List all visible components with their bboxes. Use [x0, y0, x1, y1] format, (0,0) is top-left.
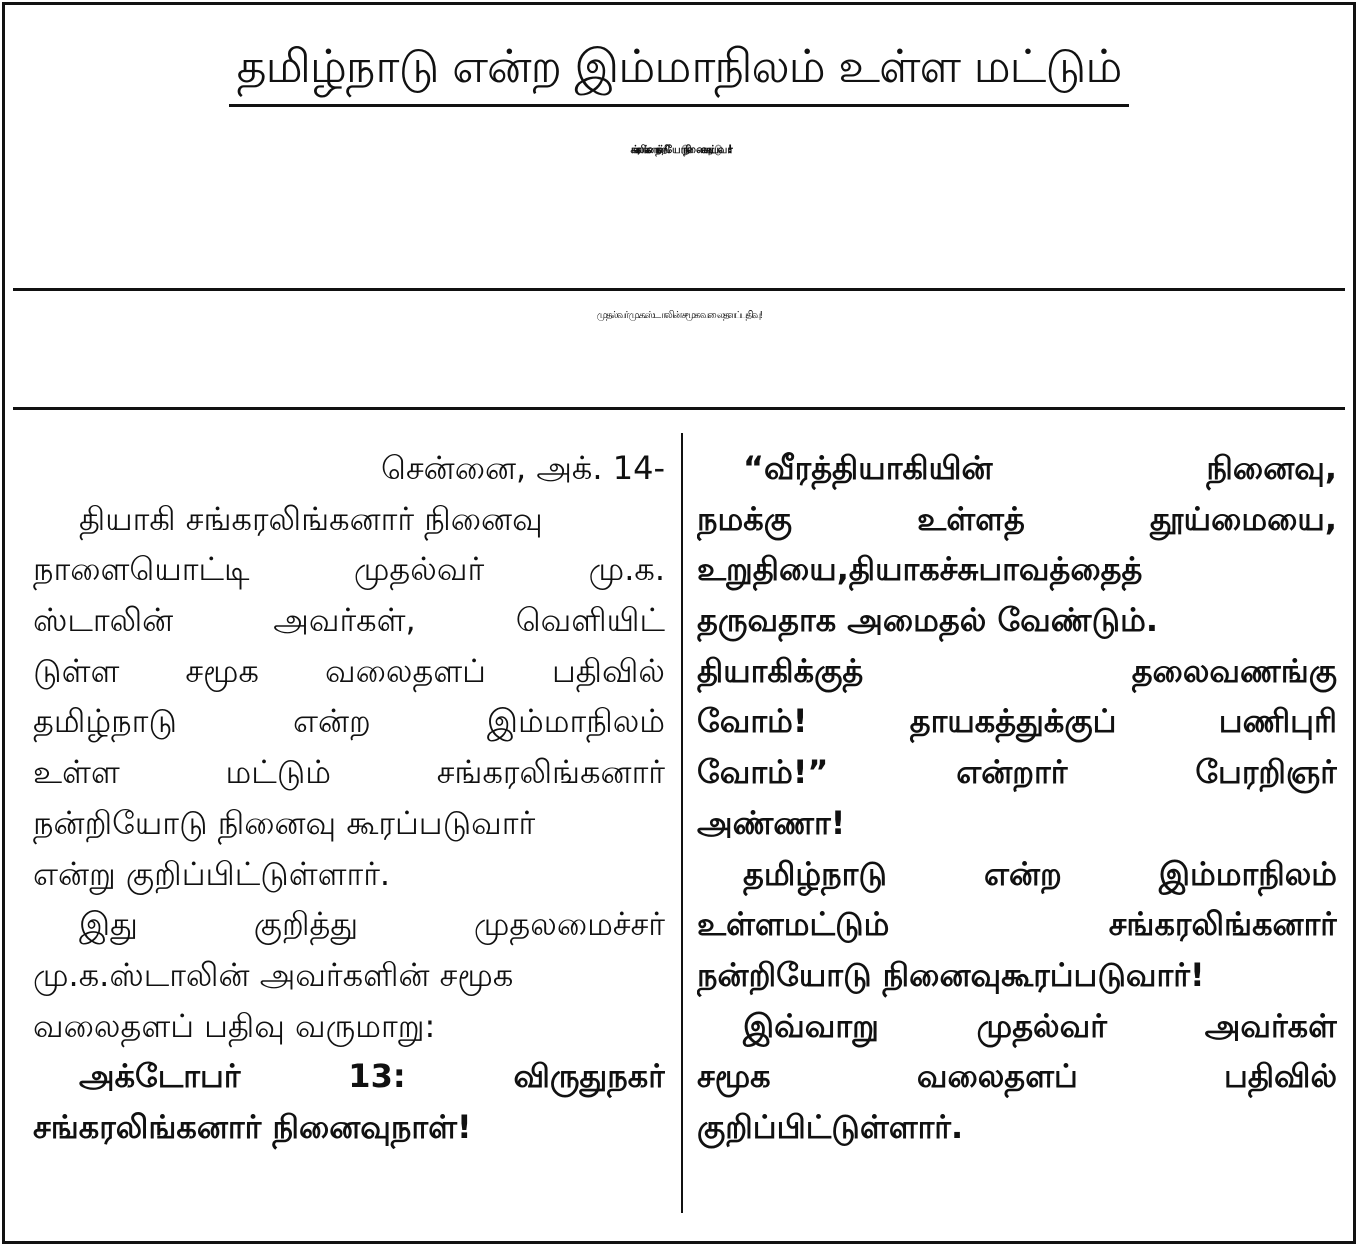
word: அண்ணா!	[697, 803, 846, 842]
word: உள்ள	[33, 753, 120, 792]
right-body	[697, 443, 1337, 1153]
word: உள்ளமட்டும்	[697, 905, 890, 944]
text-line	[33, 849, 665, 900]
word: இம்மாநிலம்	[1158, 854, 1337, 893]
word: தருவதாக அமைதல் வேண்டும்.	[697, 601, 1158, 640]
word: குறித்து	[253, 905, 359, 944]
word: மட்டும்	[225, 753, 331, 792]
left-body	[33, 494, 665, 1052]
word: நமக்கு	[697, 499, 792, 538]
text-line	[33, 1051, 665, 1102]
kicker-wrap	[5, 39, 1353, 107]
text-line	[33, 696, 665, 747]
word: குறிப்பிட்டுள்ளார்.	[697, 1107, 964, 1146]
text-line	[697, 696, 1337, 747]
text-line	[697, 1051, 1337, 1102]
text-line	[697, 747, 1337, 798]
word: வலைதளப்	[916, 1057, 1078, 1096]
word: விருதுநகர்	[513, 1057, 665, 1096]
word: சங்கரலிங்கனார்	[1108, 905, 1337, 944]
word: நினைவு,	[1206, 449, 1337, 487]
word: என்ற	[983, 854, 1062, 893]
word: வெளியிட்	[515, 601, 665, 640]
word: முதலமைச்சர்	[473, 905, 665, 944]
word: பணிபுரி	[1218, 702, 1337, 741]
word: சமூக	[697, 1057, 771, 1096]
subhead: முதல்வர் மு.க.ஸ்டாலின் சமூக வலைதளப்பதிவு!	[596, 310, 762, 321]
word: நன்றியோடு நினைவு கூரப்படுவார்	[33, 803, 536, 842]
word: அவர்கள்,	[273, 601, 416, 640]
text-line	[697, 443, 1337, 494]
word: பேரறிஞர்	[1195, 753, 1337, 792]
word: நாளையொட்டி	[33, 550, 250, 589]
text-line	[697, 950, 1337, 1001]
word: முதல்வர்	[353, 550, 485, 589]
word: தியாகிக்குத்	[697, 651, 864, 690]
headline: சங்கரலிங்கனார் நன்றியோடு நினைவு கூரப்படுவார்!	[630, 144, 728, 157]
text-line	[33, 1001, 665, 1052]
word: தூய்மையை,	[1149, 499, 1337, 538]
word: வோம்!	[697, 702, 808, 741]
text-line	[697, 544, 1337, 595]
left-column	[33, 443, 665, 1153]
word: தலைவணங்கு	[1131, 651, 1337, 690]
word: என்றார்	[956, 753, 1068, 792]
text-line	[697, 899, 1337, 950]
word: பதிவில்	[551, 651, 665, 690]
word: என்ற	[292, 702, 371, 741]
text-line	[33, 595, 665, 646]
word: மு.க.	[588, 550, 665, 589]
word: டுள்ள	[33, 651, 120, 690]
text-line	[33, 899, 665, 950]
word: தமிழ்நாடு	[743, 854, 887, 893]
divider-rule	[13, 407, 1345, 410]
text-line	[697, 1001, 1337, 1052]
word: தமிழ்நாடு	[33, 702, 177, 741]
word: அக்டோபர்	[79, 1057, 241, 1096]
word: என்று குறிப்பிட்டுள்ளார்.	[33, 854, 391, 893]
word: இது	[79, 905, 138, 944]
word: தாயகத்துக்குப்	[909, 702, 1117, 741]
text-line	[697, 494, 1337, 545]
left-bold-body	[33, 1051, 665, 1152]
word: 13:	[348, 1057, 406, 1096]
divider-rule	[13, 288, 1345, 291]
text-line	[33, 798, 665, 849]
text-line	[697, 646, 1337, 697]
word: சங்கரலிங்கனார் நினைவுநாள்!	[33, 1107, 472, 1146]
text-line	[697, 798, 1337, 849]
news-clipping	[2, 2, 1356, 1244]
word: நன்றியோடு நினைவுகூரப்படுவார்!	[697, 955, 1205, 994]
word: வோம்!”	[697, 753, 829, 792]
text-line	[697, 595, 1337, 646]
word: உள்ளத்	[917, 499, 1025, 538]
text-line	[33, 646, 665, 697]
text-line	[33, 1102, 665, 1153]
word: இம்மாநிலம்	[486, 702, 665, 741]
word: சமூக	[185, 651, 259, 690]
text-line	[33, 950, 665, 1001]
column-divider	[681, 433, 683, 1213]
dateline-line	[33, 443, 665, 494]
text-line	[697, 1102, 1337, 1153]
word: மு.க.ஸ்டாலின் அவர்களின் சமூக	[33, 955, 514, 994]
word: ஸ்டாலின்	[33, 601, 174, 640]
word: முதல்வர்	[976, 1006, 1107, 1045]
word: “வீரத்தியாகியின்	[743, 449, 993, 487]
right-column	[697, 443, 1337, 1153]
text-line	[697, 849, 1337, 900]
word: அவர்கள்	[1204, 1006, 1337, 1045]
text-line	[33, 747, 665, 798]
word: வலைதளப்	[324, 651, 486, 690]
word: வலைதளப் பதிவு வருமாறு:	[33, 1006, 436, 1045]
word: உறுதியை,தியாகச்சுபாவத்தைத்	[697, 550, 1143, 589]
text-line	[33, 544, 665, 595]
word: தியாகி சங்கரலிங்கனார் நினைவு	[79, 499, 543, 538]
kicker: தமிழ்நாடு என்ற இம்மாநிலம் உள்ள மட்டும்	[229, 39, 1130, 107]
dateline: சென்னை, அக். 14-	[381, 449, 665, 487]
word: சங்கரலிங்கனார்	[436, 753, 665, 792]
word: இவ்வாறு	[743, 1006, 879, 1045]
word: பதிவில்	[1224, 1057, 1337, 1096]
text-line	[33, 494, 665, 545]
